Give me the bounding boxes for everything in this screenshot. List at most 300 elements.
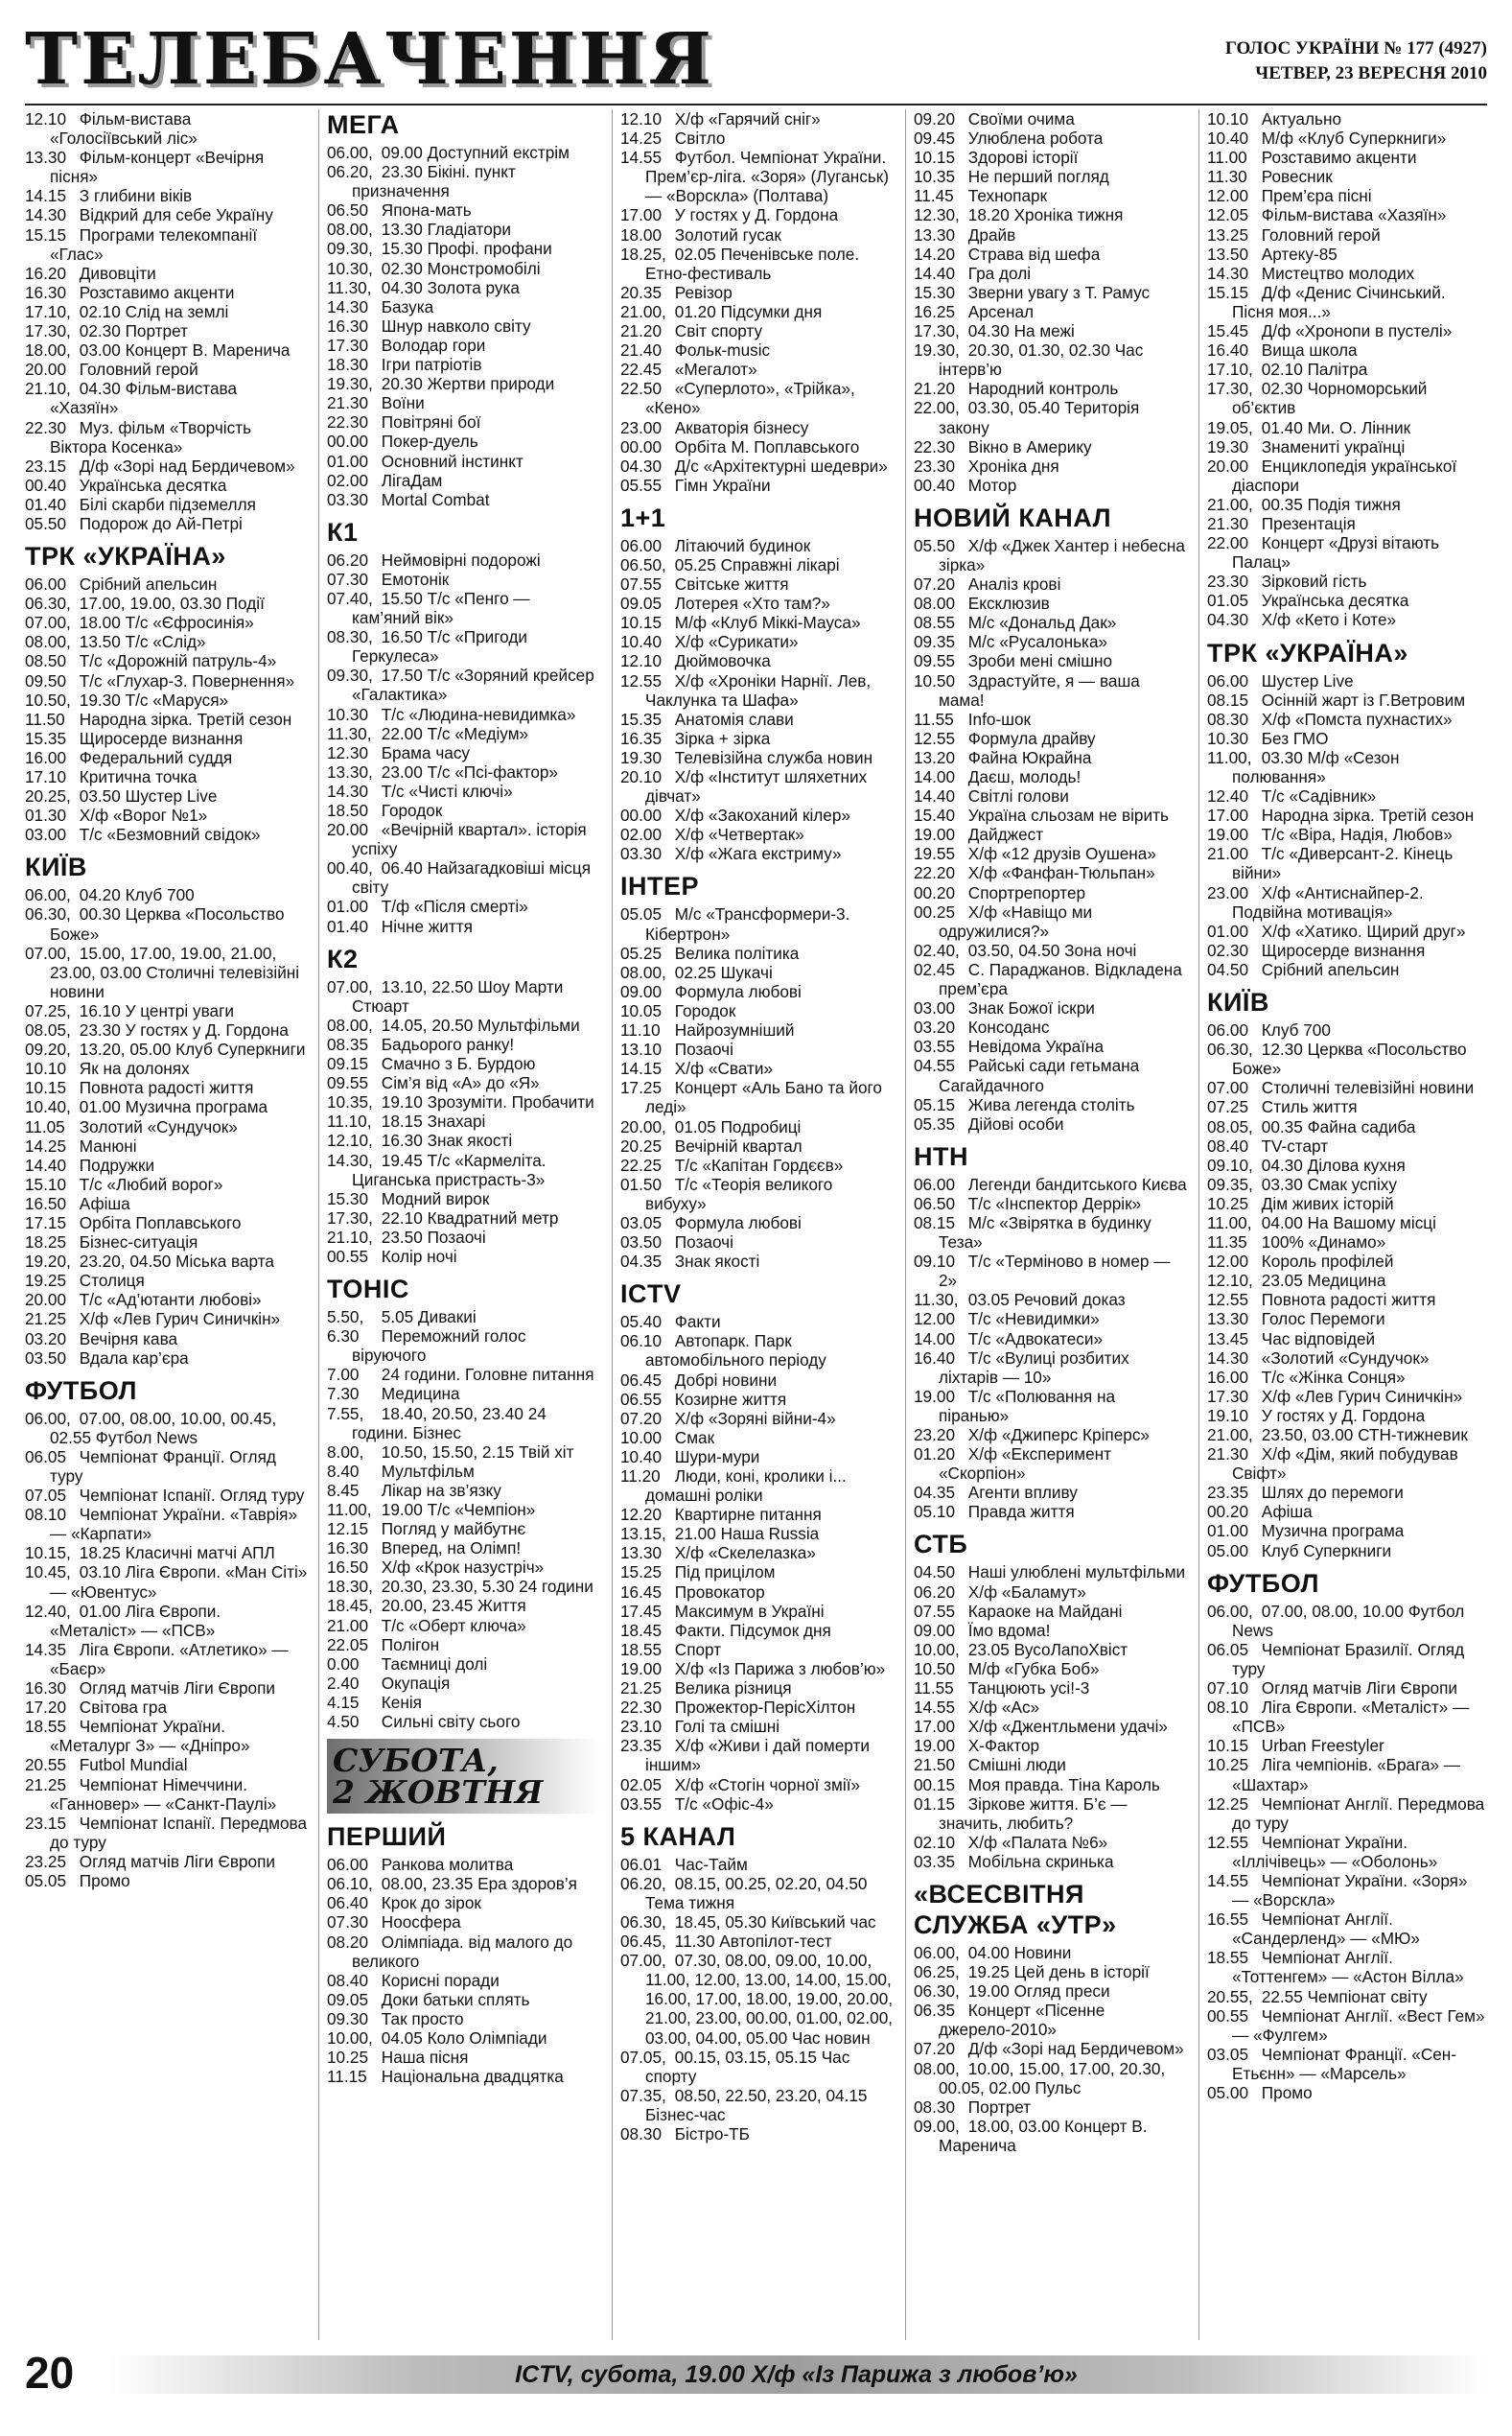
program-title: «Вечірній квартал». історія успіху — [352, 820, 587, 859]
program-time: 10.05 — [620, 1000, 663, 1020]
channel-heading: ФУТБОЛ — [1207, 1568, 1319, 1598]
program-time: 23.25 — [25, 1851, 67, 1871]
program-time: 09.55 — [914, 651, 956, 671]
program-title: Світова гра — [79, 1698, 168, 1718]
program-listing — [620, 1524, 895, 1543]
program-listing — [327, 550, 601, 570]
program-listing — [620, 1252, 895, 1271]
listing-column-5 — [1198, 109, 1487, 2340]
program-time: 14.15 — [620, 1059, 663, 1079]
program-time: 2.40 — [327, 1673, 360, 1693]
program-listing — [327, 1442, 601, 1462]
program-listing — [1207, 1348, 1487, 1368]
program-time: 18.55 — [1207, 1948, 1249, 1968]
program-time: 10.15 — [914, 148, 956, 168]
program-time: 06.00, — [25, 885, 71, 905]
program-title: Т/с «Вулиці розбитих ліхтарів — 10» — [939, 1347, 1129, 1387]
program-title: Х/ф «Четвертак» — [674, 825, 804, 845]
program-title: 04.30 Золота рука — [381, 277, 520, 297]
program-listing — [1207, 437, 1487, 457]
program-title: Національна двадцятка — [381, 2067, 564, 2087]
program-title: Т/с «Віра, Надія, Любов» — [1261, 825, 1453, 845]
program-title: Д/ф «Зорі над Бердичевом» — [79, 456, 295, 476]
program-listing — [914, 283, 1188, 302]
program-time: 17.45 — [620, 1601, 663, 1621]
program-listing — [620, 729, 895, 748]
program-listing — [327, 471, 601, 490]
program-listing — [25, 1040, 308, 1059]
program-time: 12.30, — [914, 205, 960, 225]
program-time: 06.30, — [620, 1911, 666, 1932]
program-title: Срібний апельсин — [79, 574, 218, 595]
program-listing — [327, 1247, 601, 1266]
program-listing — [620, 1390, 895, 1409]
program-time: 10.15, — [25, 1543, 71, 1563]
program-title: 23.30 Бікіні. пункт призначення — [352, 162, 516, 201]
program-listing — [914, 1056, 1188, 1094]
program-time: 06.00 — [25, 574, 67, 595]
program-time: 12.05 — [1207, 205, 1249, 225]
program-time: 07.00, — [327, 976, 373, 996]
program-listing — [25, 1755, 308, 1774]
program-title: Таємниці долі — [381, 1653, 488, 1674]
program-title: Вища школа — [1261, 340, 1358, 361]
program-time: 18.45 — [620, 1620, 663, 1640]
program-time: 09.00 — [620, 981, 663, 1001]
program-listing — [914, 1602, 1188, 1621]
program-time: 06.50 — [914, 1193, 956, 1213]
program-title: Українська десятка — [79, 475, 227, 495]
program-listing — [620, 904, 895, 943]
program-time: 17.30, — [25, 321, 71, 341]
program-time: 06.00 — [1207, 1020, 1249, 1041]
program-listing — [327, 1384, 601, 1403]
program-title: Срібний апельсин — [1261, 959, 1400, 979]
program-time: 14.40 — [25, 1155, 67, 1175]
program-listing — [25, 671, 308, 691]
program-listing — [620, 476, 895, 495]
program-title: 03.00 Концерт В. Маренича — [79, 340, 291, 361]
program-listing — [914, 2097, 1188, 2117]
program-title: Голос Перемоги — [1261, 1309, 1385, 1329]
program-time: 12.10 — [620, 651, 663, 671]
program-time: 10.15 — [1207, 1736, 1249, 1756]
program-time: 12.55 — [1207, 1290, 1249, 1310]
program-title: Формула любові — [674, 981, 802, 1001]
program-time: 23.35 — [1207, 1483, 1249, 1503]
program-listing — [25, 748, 308, 767]
program-time: 05.05 — [25, 1870, 67, 1890]
program-title: Т/с «Чисті ключі» — [381, 781, 513, 801]
program-time: 21.25 — [25, 1774, 67, 1794]
program-time: 15.35 — [620, 709, 663, 729]
program-listing — [1207, 960, 1487, 979]
program-listing — [25, 1213, 308, 1232]
program-title: Т/с «Жінка Сонця» — [1261, 1367, 1406, 1387]
program-listing — [327, 259, 601, 278]
program-time: 13.30 — [1207, 1309, 1249, 1329]
program-time: 06.10, — [327, 1874, 373, 1894]
program-time: 08.05, — [1207, 1116, 1253, 1136]
program-listing — [620, 148, 895, 205]
program-time: 04.50 — [1207, 959, 1249, 979]
program-listing — [25, 1447, 308, 1486]
channel-heading: 5 КАНАЛ — [620, 1821, 736, 1851]
program-title: Зірковий гість — [1261, 572, 1367, 592]
program-time: 23.00 — [620, 417, 663, 437]
program-listing — [914, 632, 1188, 651]
program-listing — [327, 1054, 601, 1073]
program-listing — [1207, 205, 1487, 224]
program-listing — [1207, 1444, 1487, 1483]
program-title: 14.05, 20.50 Мультфільми — [381, 1015, 580, 1035]
program-listing — [620, 1059, 895, 1078]
program-time: 21.10, — [25, 379, 71, 399]
program-listing — [914, 748, 1188, 767]
program-listing — [25, 1698, 308, 1717]
program-title: Розставимо акценти — [79, 282, 235, 302]
program-listing — [914, 1290, 1188, 1309]
program-time: 06.00 — [914, 1174, 956, 1194]
program-listing — [327, 1365, 601, 1384]
program-time: 07.00, — [25, 613, 71, 633]
program-time: 16.30 — [327, 316, 369, 336]
program-time: 12.00 — [914, 1309, 956, 1329]
program-time: 13.20 — [914, 747, 956, 767]
program-title: 03.10 Ліга Європи. «Ман Сіті» — «Ювентус» — [50, 1562, 308, 1602]
program-title: Олімпіада. від малого до великого — [352, 1932, 573, 1971]
program-time: 18.00, — [25, 340, 71, 361]
program-title: Д/ф «Хронопи в пустелі» — [1261, 321, 1453, 341]
program-title: Бізнес-ситуація — [79, 1232, 198, 1253]
program-title: Ліга Європи. «Металіст» — «ПСВ» — [1232, 1698, 1470, 1737]
program-title: Ревізор — [674, 282, 733, 302]
program-listing — [914, 398, 1188, 436]
program-title: М/с «Русалонька» — [967, 632, 1108, 652]
program-title: 18.40, 20.50, 23.40 24 години. Бізнес — [352, 1403, 547, 1442]
program-title: Переможний голос віруючого — [352, 1326, 526, 1366]
program-title: 02.30 Портрет — [79, 321, 188, 341]
program-listing — [25, 651, 308, 670]
program-time: 12.25 — [1207, 1793, 1249, 1814]
program-listing — [327, 1712, 601, 1731]
program-time: 03.50 — [25, 1347, 67, 1368]
program-listing — [620, 1717, 895, 1736]
program-title: Без ГМО — [1261, 728, 1329, 748]
program-title: Вдала кар’єра — [79, 1347, 189, 1368]
program-listing — [327, 762, 601, 782]
program-time: 12.20 — [620, 1505, 663, 1525]
program-listing — [25, 495, 308, 514]
channel-heading: ПЕРШИЙ — [327, 1822, 447, 1852]
program-time: 10.10 — [1207, 109, 1249, 129]
program-time: 06.30, — [25, 904, 71, 925]
program-title: Воїни — [381, 393, 425, 413]
program-listing — [25, 904, 308, 943]
program-title: М/ф «Клуб Міккі-Мауса» — [674, 613, 861, 633]
program-title: Народна зірка. Третій сезон — [1261, 806, 1475, 826]
program-time: 00.15 — [914, 1774, 956, 1794]
program-title: Легенди бандитського Києва — [967, 1174, 1187, 1194]
program-time: 15.15 — [1207, 282, 1249, 302]
program-time: 10.30 — [327, 704, 369, 724]
program-time: 05.00 — [1207, 1540, 1249, 1560]
program-listing — [327, 977, 601, 1016]
program-time: 01.20 — [914, 1444, 956, 1464]
program-time: 10.30, — [327, 258, 373, 278]
program-listing — [1207, 1909, 1487, 1948]
program-title: 22.10 Квадратний метр — [381, 1207, 559, 1228]
program-listing — [1207, 1271, 1487, 1290]
program-time: 07.20 — [620, 1408, 663, 1428]
program-time: 18.55 — [620, 1639, 663, 1659]
program-time: 11.00 — [1207, 148, 1247, 168]
program-time: 08.35 — [327, 1034, 369, 1054]
program-time: 01.40 — [327, 916, 369, 936]
program-listing — [914, 1213, 1188, 1252]
program-title: 10.00, 15.00, 17.00, 20.30, 00.05, 02.00 Пульс — [939, 2058, 1166, 2097]
program-time: 20.00 — [25, 1290, 67, 1310]
program-time: 18.45, — [327, 1596, 373, 1616]
program-time: 14.15 — [25, 186, 67, 206]
program-title: Як на долонях — [79, 1059, 190, 1079]
program-title: Манюні — [79, 1136, 137, 1156]
program-listing — [25, 225, 308, 264]
program-time: 09.05 — [327, 1989, 369, 2009]
program-listing — [914, 264, 1188, 283]
program-listing — [327, 1616, 601, 1635]
program-listing — [620, 651, 895, 670]
program-title: Ігри патріотів — [381, 355, 482, 375]
program-time: 18.50 — [327, 801, 369, 820]
program-listing — [1207, 533, 1487, 572]
program-listing — [1207, 1871, 1487, 1909]
program-time: 03.55 — [620, 1793, 663, 1814]
program-listing — [25, 691, 308, 710]
program-title: Т/с «Безмовний свідок» — [79, 825, 261, 845]
program-title: 15.00, 17.00, 19.00, 21.00, 23.00, 03.00 Столичні телевізійні новини — [50, 943, 300, 1001]
program-time: 17.10, — [1207, 360, 1253, 380]
program-time: 08.30 — [620, 2124, 663, 2143]
program-title: Федеральний суддя — [79, 747, 233, 767]
program-time: 20.00 — [1207, 456, 1249, 476]
program-time: 12.40 — [1207, 786, 1249, 807]
program-time: 00.40 — [25, 475, 67, 495]
program-listing — [1207, 321, 1487, 340]
program-time: 08.10 — [25, 1505, 67, 1525]
program-time: 22.30 — [914, 436, 956, 457]
program-title: С. Параджанов. Відкладена прем’єра — [939, 959, 1182, 999]
program-listing — [1207, 1987, 1487, 2006]
program-time: 11.30 — [1207, 167, 1247, 187]
program-time: 7.55, — [327, 1403, 364, 1423]
program-title: 00.35 Подія тижня — [1261, 494, 1401, 514]
program-title: Агенти впливу — [967, 1483, 1078, 1503]
program-title: Здорові історії — [967, 148, 1079, 168]
program-listing — [1207, 1602, 1487, 1640]
program-listing — [25, 186, 308, 205]
program-title: Подружки — [79, 1155, 155, 1175]
program-time: 11.15 — [327, 2067, 367, 2087]
program-time: 22.25 — [620, 1155, 663, 1175]
program-title: Чемпіонат Англії. «Тоттенгем» — «Астон Вілла» — [1232, 1948, 1464, 1987]
program-listing — [25, 1562, 308, 1601]
program-time: 0.00 — [327, 1653, 360, 1674]
program-title: Під прицілом — [674, 1562, 776, 1582]
program-listing — [914, 1309, 1188, 1328]
program-time: 20.10 — [620, 767, 663, 786]
program-title: Емотонік — [381, 569, 450, 589]
program-time: 11.30, — [914, 1290, 959, 1310]
program-listing — [914, 1252, 1188, 1290]
program-time: 09.50 — [25, 670, 67, 691]
program-time: 03.05 — [1207, 2044, 1249, 2064]
program-listing — [1207, 418, 1487, 437]
program-time: 8.45 — [327, 1480, 360, 1500]
program-listing — [620, 1466, 895, 1505]
program-listing — [25, 418, 308, 457]
program-title: Брама часу — [381, 742, 471, 762]
program-time: 06.20, — [327, 162, 373, 182]
channel-heading: НОВИЙ КАНАЛ — [914, 503, 1112, 532]
day-heading-weekday: СУБОТА, — [333, 1742, 499, 1780]
program-listing — [327, 917, 601, 936]
program-time: 00.55 — [1207, 2005, 1249, 2026]
program-title: Основний інстинкт — [381, 451, 523, 471]
program-title: Осінній жарт із Г.Ветровим — [1261, 690, 1466, 710]
program-time: 07.40, — [327, 588, 373, 608]
program-title: 23.20, 04.50 Міська варта — [79, 1252, 274, 1272]
program-title: Час відповідей — [1261, 1328, 1376, 1348]
program-time: 19.00 — [1207, 825, 1249, 845]
program-time: 15.10 — [25, 1174, 67, 1194]
program-title: 23.50, 03.00 СТН-тижневик — [1261, 1425, 1468, 1444]
program-time: 06.45, — [620, 1932, 666, 1952]
program-listing — [620, 767, 895, 806]
program-time: 21.10, — [327, 1227, 373, 1247]
program-title: Позаочі — [674, 1232, 733, 1253]
program-listing — [1207, 1117, 1487, 1136]
program-title: Провокатор — [674, 1581, 765, 1602]
program-time: 08.10 — [1207, 1698, 1249, 1718]
program-listing — [25, 302, 308, 321]
program-time: 20.25, — [25, 786, 71, 807]
program-listing — [1207, 225, 1487, 245]
program-listing — [1207, 167, 1487, 186]
program-time: 09.20, — [25, 1040, 71, 1060]
program-time: 10.40 — [620, 632, 663, 652]
program-listing — [1207, 1483, 1487, 1502]
program-time: 07.55 — [620, 574, 663, 595]
program-listing — [25, 574, 308, 594]
program-listing — [327, 1538, 601, 1558]
program-time: 05.05 — [620, 904, 663, 925]
channel-heading: КИЇВ — [1207, 988, 1269, 1018]
program-listing — [914, 1502, 1188, 1521]
program-title: Х/ф «Навіщо ми одружилися?» — [939, 902, 1093, 941]
program-listing — [1207, 514, 1487, 533]
program-title: 15.50 Т/с «Пенго — кам’яний вік» — [352, 588, 530, 628]
program-time: 17.10 — [25, 767, 67, 786]
program-title: Фільм-вистава «Голосіївський ліс» — [50, 109, 198, 149]
program-time: 03.20 — [914, 1018, 956, 1038]
program-title: Япона-мать — [381, 200, 472, 221]
program-time: 19.55 — [914, 844, 956, 864]
program-title: Україна сльозам не вірить — [967, 806, 1169, 826]
program-title: Огляд матчів Ліги Європи — [79, 1678, 275, 1698]
program-title: Їмо вдома! — [967, 1620, 1051, 1640]
program-time: 16.40 — [1207, 340, 1249, 361]
program-listing — [914, 574, 1188, 594]
program-listing — [1207, 129, 1487, 148]
program-title: Info-шок — [967, 709, 1032, 729]
program-listing — [327, 1189, 601, 1208]
program-listing — [620, 1078, 895, 1116]
program-listing — [327, 1092, 601, 1112]
program-time: 21.20 — [914, 379, 956, 399]
program-listing — [327, 724, 601, 743]
program-listing — [914, 1562, 1188, 1581]
program-title: «Золотий «Сундучок» — [1261, 1347, 1430, 1368]
program-listing — [1207, 671, 1487, 691]
program-listing — [327, 1693, 601, 1712]
program-time: 08.15 — [1207, 690, 1249, 710]
program-listing — [1207, 1213, 1487, 1232]
program-title: Даєш, молодь! — [967, 767, 1082, 786]
program-time: 10.25 — [327, 2048, 369, 2068]
program-listing — [25, 1602, 308, 1640]
program-time: 07.20 — [914, 2039, 956, 2059]
program-time: 09.00 — [914, 1620, 956, 1640]
program-listing — [914, 1037, 1188, 1056]
program-title: Т/с «Теорія великого вибуху» — [645, 1174, 833, 1213]
program-title: Т/с «Невидимки» — [967, 1309, 1100, 1329]
program-listing — [1207, 691, 1487, 710]
program-time: 19.00 — [914, 1736, 956, 1756]
program-time: 10.10 — [25, 1059, 67, 1079]
program-listing — [1207, 1040, 1487, 1078]
program-listing — [1207, 245, 1487, 264]
program-title: 21.00 Наша Russia — [674, 1524, 820, 1544]
program-time: 17.00 — [620, 205, 663, 225]
program-title: Світло — [674, 129, 726, 149]
program-listing — [25, 767, 308, 786]
program-title: Своїми очима — [967, 109, 1075, 129]
program-listing — [620, 1640, 895, 1659]
program-listing — [327, 1558, 601, 1577]
program-time: 05.10 — [914, 1502, 956, 1522]
program-listing — [1207, 710, 1487, 729]
program-title: Формула любові — [674, 1212, 802, 1232]
program-time: 01.00 — [1207, 921, 1249, 941]
program-title: Мотор — [967, 475, 1017, 495]
program-time: 04.50 — [914, 1562, 956, 1582]
program-listing — [25, 1871, 308, 1890]
program-time: 07.05 — [25, 1486, 67, 1506]
program-listing — [1207, 1640, 1487, 1678]
program-listing — [327, 1500, 601, 1519]
program-title: Х/ф «Фанфан-Тюльпан» — [967, 863, 1155, 883]
program-time: 05.50 — [25, 513, 67, 533]
program-listing — [327, 374, 601, 393]
program-listing — [1207, 1136, 1487, 1156]
program-listing — [25, 1001, 308, 1020]
program-title: Вечірня кава — [79, 1328, 178, 1348]
program-title: Шнур навколо світу — [381, 316, 531, 336]
program-listing — [620, 1232, 895, 1252]
program-time: 07.00, — [620, 1951, 666, 1971]
program-time: 09.20 — [914, 109, 956, 129]
